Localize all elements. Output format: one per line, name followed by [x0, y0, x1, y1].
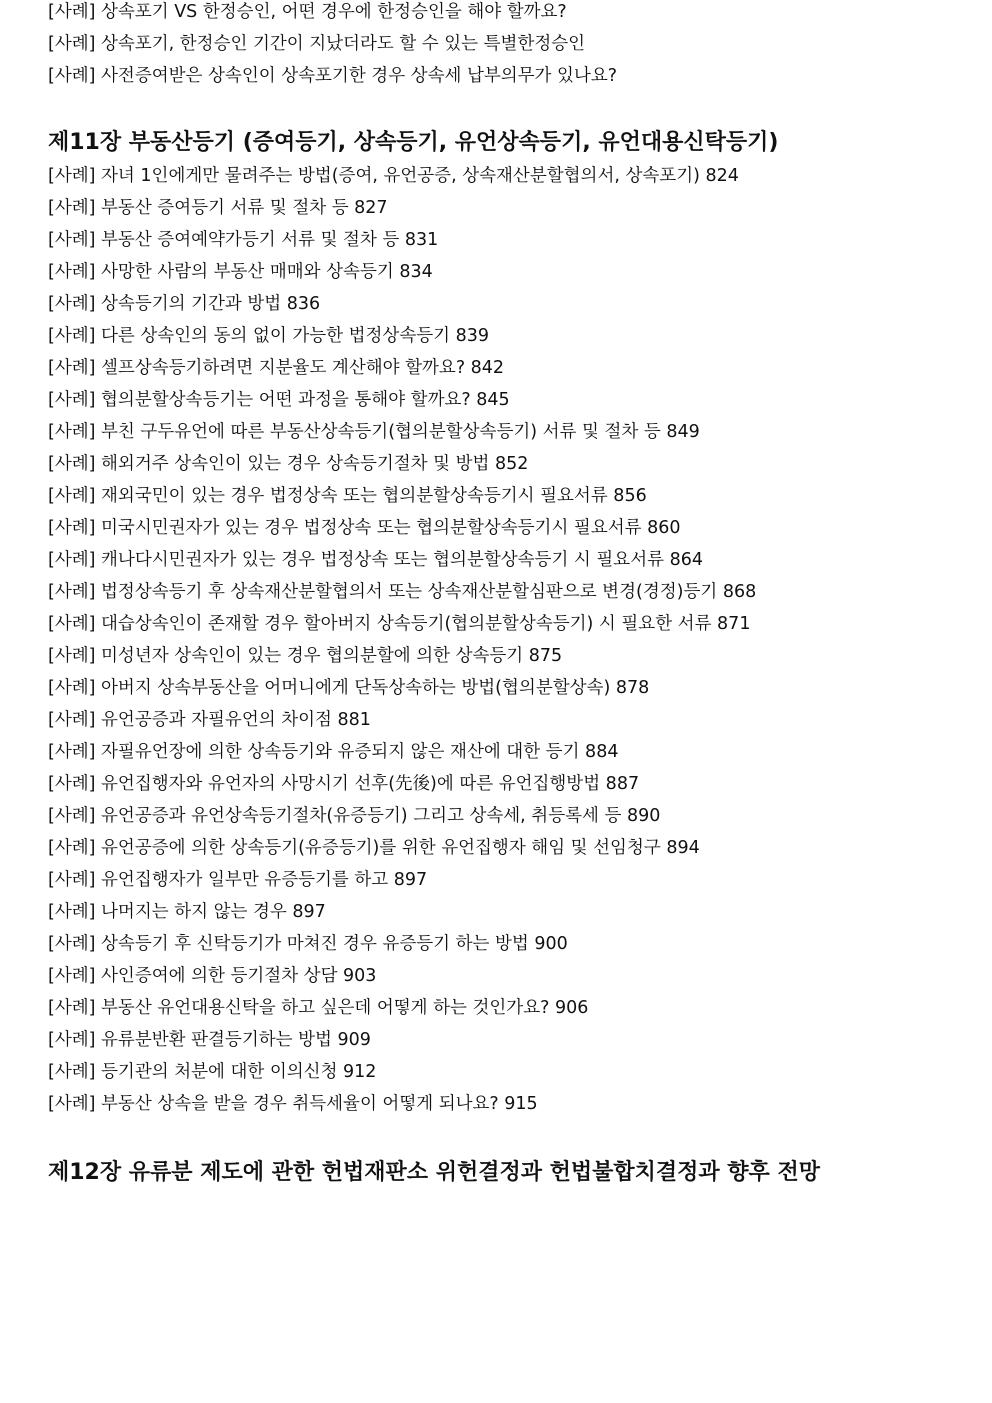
list-item: [사례] 자필유언장에 의한 상속등기와 유증되지 않은 재산에 대한 등기 884	[48, 742, 619, 762]
list-item: [사례] 대습상속인이 존재할 경우 할아버지 상속등기(협의분할상속등기) 시 필요한 서류 871	[48, 614, 751, 634]
list-item: [사례] 부친 구두유언에 따른 부동산상속등기(협의분할상속등기) 서류 및 절차 등 849	[48, 422, 700, 442]
list-item: [사례] 유언공증과 자필유언의 차이점 881	[48, 710, 371, 730]
list-item: [사례] 협의분할상속등기는 어떤 과정을 통해야 할까요? 845	[48, 390, 510, 410]
list-item: [사례] 상속포기 VS 한정승인, 어떤 경우에 한정승인을 해야 할까요?	[48, 2, 567, 22]
list-item: [사례] 캐나다시민권자가 있는 경우 법정상속 또는 협의분할상속등기 시 필요서류 864	[48, 550, 703, 570]
document-page	[48, 0, 978, 1190]
list-item: [사례] 자녀 1인에게만 물려주는 방법(증여, 유언공증, 상속재산분할협의서, 상속포기) 824	[48, 166, 739, 186]
list-item: [사례] 해외거주 상속인이 있는 경우 상속등기절차 및 방법 852	[48, 454, 529, 474]
intro-case-list	[48, 0, 978, 92]
list-item: [사례] 유언집행자와 유언자의 사망시기 선후(先後)에 따른 유언집행방법 887	[48, 774, 640, 794]
list-item: [사례] 나머지는 하지 않는 경우 897	[48, 902, 326, 922]
list-item: [사례] 등기관의 처분에 대한 이의신청 912	[48, 1062, 377, 1082]
list-item: [사례] 아버지 상속부동산을 어머니에게 단독상속하는 방법(협의분할상속) 878	[48, 678, 650, 698]
chapter-heading: 제11장 부동산등기 (증여등기, 상속등기, 유언상속등기, 유언대용신탁등기)	[48, 130, 779, 155]
list-item: [사례] 부동산 증여등기 서류 및 절차 등 827	[48, 198, 388, 218]
list-item: [사례] 유언집행자가 일부만 유증등기를 하고 897	[48, 870, 428, 890]
list-item: [사례] 미성년자 상속인이 있는 경우 협의분할에 의한 상속등기 875	[48, 646, 563, 666]
chapter-11-case-list	[48, 160, 978, 1120]
list-item: [사례] 유언공증에 의한 상속등기(유증등기)를 위한 유언집행자 해임 및 선임청구 894	[48, 838, 700, 858]
list-item: [사례] 법정상속등기 후 상속재산분할협의서 또는 상속재산분할심판으로 변경(경정)등기 868	[48, 582, 757, 602]
list-item: [사례] 미국시민권자가 있는 경우 법정상속 또는 협의분할상속등기시 필요서류 860	[48, 518, 681, 538]
list-item: [사례] 부동산 증여예약가등기 서류 및 절차 등 831	[48, 230, 439, 250]
list-item: [사례] 셀프상속등기하려면 지분율도 계산해야 할까요? 842	[48, 358, 505, 378]
list-item: [사례] 부동산 상속을 받을 경우 취득세율이 어떻게 되나요? 915	[48, 1094, 538, 1114]
list-item: [사례] 상속등기의 기간과 방법 836	[48, 294, 321, 314]
list-item: [사례] 사전증여받은 상속인이 상속포기한 경우 상속세 납부의무가 있나요?	[48, 66, 618, 86]
list-item: [사례] 상속등기 후 신탁등기가 마쳐진 경우 유증등기 하는 방법 900	[48, 934, 568, 954]
list-item: [사례] 사인증여에 의한 등기절차 상담 903	[48, 966, 377, 986]
list-item: [사례] 유류분반환 판결등기하는 방법 909	[48, 1030, 371, 1050]
list-item: [사례] 유언공증과 유언상속등기절차(유증등기) 그리고 상속세, 취등록세 등 890	[48, 806, 661, 826]
chapter-heading: 제12장 유류분 제도에 관한 헌법재판소 위헌결정과 헌법불합치결정과 향후 전망	[48, 1160, 820, 1185]
list-item: [사례] 다른 상속인의 동의 없이 가능한 법정상속등기 839	[48, 326, 489, 346]
list-item: [사례] 사망한 사람의 부동산 매매와 상속등기 834	[48, 262, 433, 282]
list-item: [사례] 재외국민이 있는 경우 법정상속 또는 협의분할상속등기시 필요서류 856	[48, 486, 647, 506]
list-item: [사례] 부동산 유언대용신탁을 하고 싶은데 어떻게 하는 것인가요? 906	[48, 998, 589, 1018]
list-item: [사례] 상속포기, 한정승인 기간이 지났더라도 할 수 있는 특별한정승인	[48, 34, 586, 54]
